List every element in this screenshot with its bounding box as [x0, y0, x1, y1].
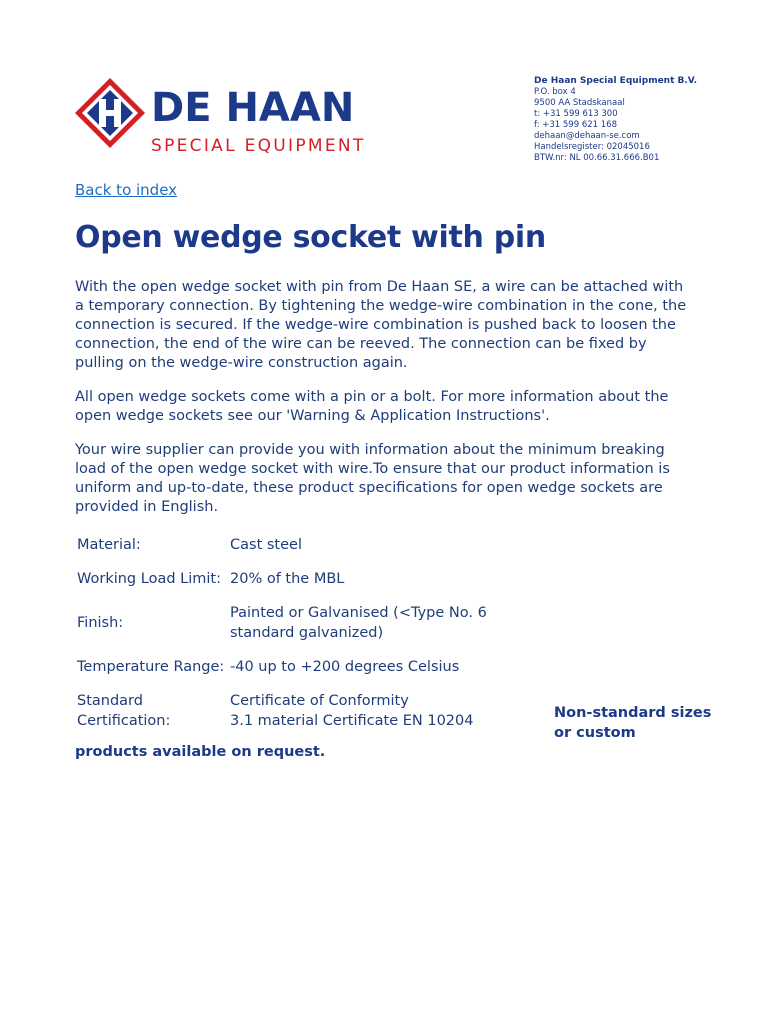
company-postal-city: 9500 AA Stadskanaal: [534, 98, 625, 108]
spec-value: [230, 689, 520, 733]
company-fax: f: +31 599 621 168: [534, 120, 617, 130]
spec-label: Material:: [77, 537, 141, 553]
page-title: Open wedge socket with pin: [75, 220, 546, 255]
spec-row-working-load-limit: [75, 557, 520, 601]
logo-subtitle: SPECIAL EQUIPMENT: [151, 136, 366, 156]
availability-note: products available on request.: [75, 744, 326, 760]
spec-value: 20% of the MBL: [230, 571, 345, 587]
company-email: dehaan@dehaan-se.com: [534, 131, 640, 141]
pin-bolt-paragraph: All open wedge sockets come with a pin or a bolt. For more information about the open wedge sockets see our 'Warning & Application Instructions'.: [75, 389, 669, 424]
spec-value-line: 3.1 material Certificate EN 10204: [230, 713, 474, 729]
specifications-table: [75, 533, 520, 733]
intro-paragraph: With the open wedge socket with pin from De Haan SE, a wire can be attached with a temporary connection. By tightening the wedge-wire combination in the cone, the connection is secured. If the wedge-wire combination is pushed back to loosen the connection, the end of the wire can be reeved. The connection can be fixed by pulling on the wedge-wire construction again.: [75, 279, 687, 371]
spec-row-material: [75, 533, 520, 557]
spec-row-temperature-range: [75, 645, 520, 689]
spec-label: Standard Certification:: [77, 693, 171, 729]
spec-value-line: Certificate of Conformity: [230, 693, 409, 709]
company-logo: [75, 78, 387, 160]
wire-supplier-paragraph: Your wire supplier can provide you with information about the minimum breaking load of the open wedge socket with wire.To ensure that our product information is uniform and up-to-date, these product specifications for open wedge sockets are provided in English.: [75, 442, 670, 515]
spec-label: Finish:: [77, 615, 124, 631]
spec-value: Cast steel: [230, 537, 302, 553]
company-vat-number: BTW.nr: NL 00.66.31.666.B01: [534, 153, 660, 163]
company-trade-register: Handelsregister: 02045016: [534, 142, 650, 152]
logo-wordmark: DE HAAN: [151, 85, 355, 131]
back-to-index-link[interactable]: Back to index: [75, 181, 178, 199]
spec-value: Painted or Galvanised (<Type No. 6 standard galvanized): [230, 605, 487, 641]
spec-label: Temperature Range:: [77, 659, 225, 675]
de-haan-diamond-logo-icon: [75, 78, 145, 148]
spec-row-finish: [75, 601, 520, 645]
spec-row-standard-certification: [75, 689, 520, 733]
company-address-block: [534, 76, 754, 164]
spec-label: Working Load Limit:: [77, 571, 221, 587]
company-po-box: P.O. box 4: [534, 87, 576, 97]
company-phone: t: +31 599 613 300: [534, 109, 618, 119]
custom-sizes-note: Non-standard sizes or custom: [554, 705, 712, 741]
company-name: De Haan Special Equipment B.V.: [534, 76, 698, 86]
spec-value: -40 up to +200 degrees Celsius: [230, 659, 460, 675]
